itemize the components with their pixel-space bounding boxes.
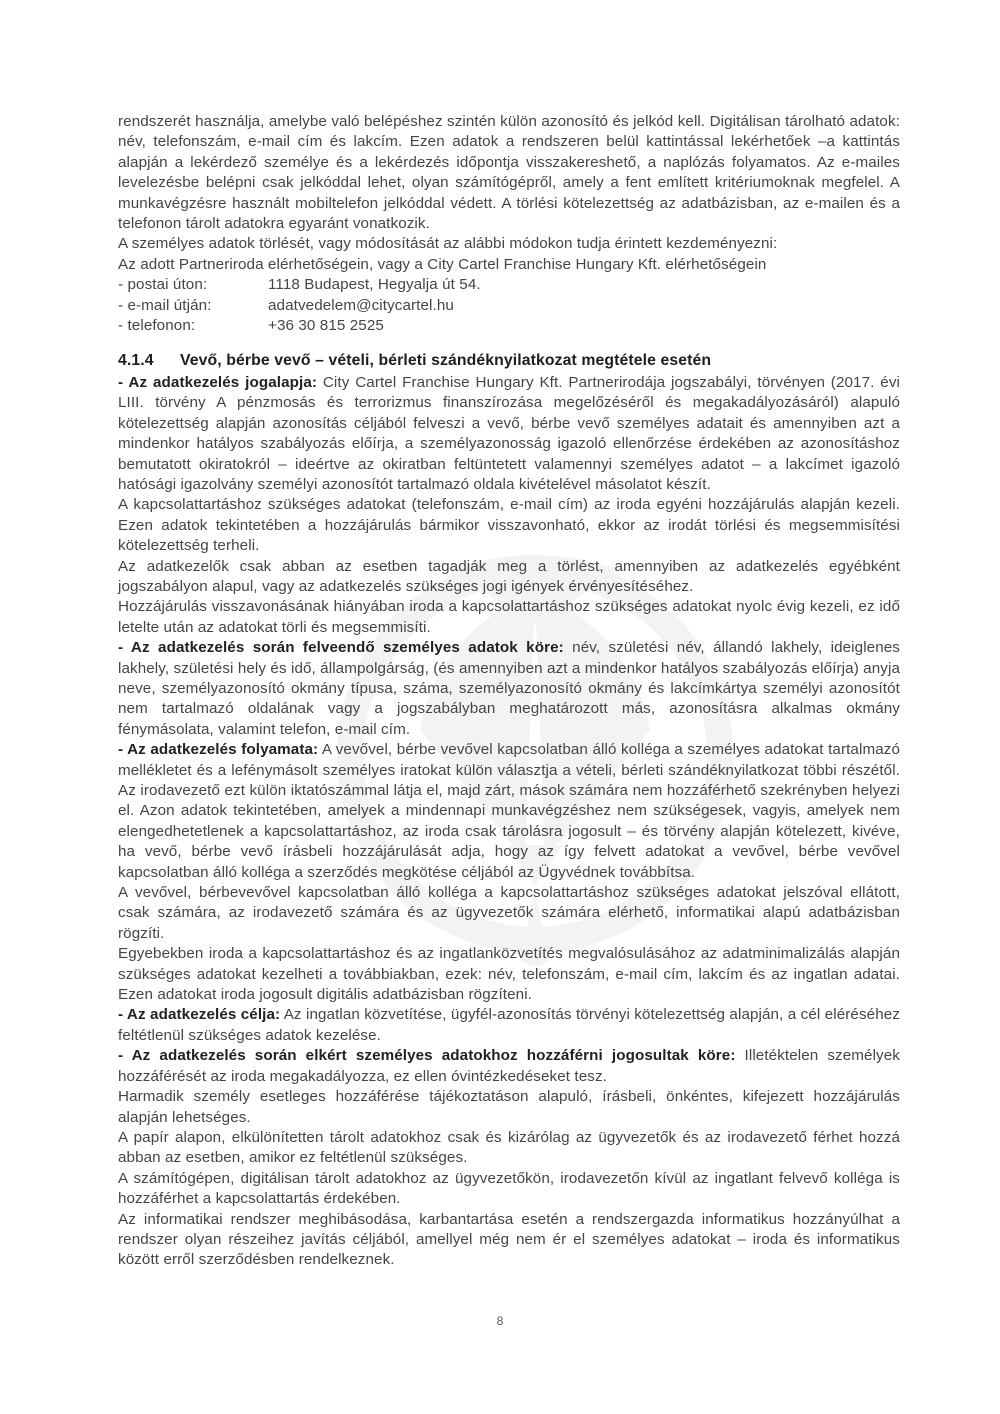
paragraph-legal-basis-label: - Az adatkezelés jogalapja: [118,373,318,391]
contact-value-postal-address: 1118 Budapest, Hegyalja út 54. [268,276,481,294]
contact-row-email [118,296,900,316]
section-title: Vevő, bérbe vevő – vételi, bérleti szándéknyilatkozat megtétele esetén [180,352,712,370]
paragraph-access-rights [118,1046,900,1087]
paragraph-it-maintenance: Az informatikai rendszer meghibásodása, karbantartása esetén a rendszergazda informatikus hozzányúlhat a rendszer olyan részeihez javítás céljából, amellyel még nem ér el személyes adatokat – iroda és informatikus között erről szerződésben rendelkeznek. [118,1210,900,1269]
paragraph-database-storage: A vevővel, bérbevevővel kapcsolatban álló kolléga a kapcsolattartáshoz szükséges adatokat jelszóval ellátott, csak számára, az irodavezető számára és az ügyvezetők számára elérhető, informatikai alapú adatbázisban rögzíti. [118,884,900,942]
paragraph-retention-period: Hozzájárulás visszavonásának hiányában iroda a kapcsolattartáshoz szükséges adatokat nyolc évig kezeli, ez idő letelte után az adatokat törli és megsemmisíti. [118,598,900,636]
paragraph-paper-storage-access: A papír alapon, elkülönítetten tárolt adatokhoz csak és kizárólag az ügyvezetők és az irodavezető férhet hozzá abban az esetben, amikor ez feltétlenül szükséges. [118,1128,900,1167]
contact-row-phone [118,316,900,336]
paragraph-personal-data-scope-label: - Az adatkezelés során felveendő személyes adatok köre: [118,639,564,657]
document-body [118,112,900,1271]
page-number: 8 [496,1314,504,1328]
section-number: 4.1.4 [118,352,154,370]
paragraph-process-label: - Az adatkezelés folyamata: [118,741,319,759]
paragraph-purpose-label: - Az adatkezelés célja: [118,1006,281,1024]
paragraph-third-party-access: Harmadik személy esetleges hozzáférése tájékoztatáson alapuló, írásbeli, önkéntes, kifejezett hozzájárulás alapján lehetséges. [118,1088,900,1126]
paragraph-personal-data-scope-text: név, születési név, állandó lakhely, ideiglenes lakhely, születési hely és idő, állampolgárság, (és amennyiben azt a mindenkor hatályos szabályozás előírja) anyja neve, személyazonosító okmány típusa, száma, személyazonosító okmány és lakcímkártya személyi azonosítót nem tartalmazó oldalának vagy a jogszabályban meghatározott más, azonosításra alkalmas okmány fénymásolata, valamint telefon, e-mail cím. [118,639,900,738]
paragraph-purpose-text: Az ingatlan közvetítése, ügyfél-azonosítás törvényi kötelezettség alapján, a cél eléréséhez feltétlenül szükséges adatok kezelése. [118,1006,901,1044]
paragraph-process [118,740,900,883]
paragraph-access-rights-label: - Az adatkezelés során elkért személyes adatokhoz hozzáférni jogosultak köre: [118,1047,736,1065]
contact-row-postal [118,275,900,295]
contact-label-email: - e-mail útján: [118,296,212,314]
paragraph-contact-channels: Az adott Partneriroda elérhetőségein, vagy a City Cartel Franchise Hungary Kft. elérhetőségein [118,255,767,273]
paragraph-personal-data-scope [118,638,900,740]
paragraph-legal-basis-text: City Cartel Franchise Hungary Kft. Partnerirodája jogszabályi, törvényen (2017. évi LIII. törvény A pénzmosás és terrorizmus finanszírozása megelőzéséről és megakadályozásáról) alapuló kötelezettség alapján azonosítás céljából felveszi a vevő, bérbe vevő személyes adatait és amennyiben azt a mindenkor hatályos szabályozás előírja, a személyazonosság igazoló ellenőrzése érdekében az azonosításhoz bemutatott okiratokról – ideértve az okiratban feltüntetett valamennyi személyes adatot – a lakcímet igazoló hatósági igazolvány személyi azonosítót tartalmazó oldala kivételével másolatot készít. [118,373,900,493]
paragraph-deletion-intro: A személyes adatok törlését, vagy módosítását az alábbi módokon tudja érintett kezdeményezni: [118,235,778,253]
paragraph-process-text: A vevővel, bérbe vevővel kapcsolatban álló kolléga a személyes adatokat tartalmazó mellékletet és a lefénymásolt személyes iratokat külön választja a vételi, bérleti szándéknyilatkozat többi részétől. Az irodavezető ezt külön iktatószámmal látja el, majd zárt, mások számára nem hozzáférhető szekrényben helyezi el. Azon adatok tekintetében, amelyek a mindennapi munkavégzéshez nem szükségesek, vagyis, amelyek nem elengedhetetlenek a kapcsolattartáshoz, az iroda csak tárolásra jogosult – és törvény alapján kötelezett, kivéve, ha vevő, bérbe vevő írásbeli hozzájárulását adja, hogy az így felvett adatokat a vevővel, bérbe vevővel kapcsolatban álló kolléga a szerződés megkötése céljából az Ügyvédnek továbbítsa. [118,741,900,881]
paragraph-data-minimization: Egyebekben iroda a kapcsolattartáshoz és az ingatlanközvetítés megvalósulásához az adatminimalizálás alapján szükséges adatokat kezelheti a továbbiakban, ezek: név, telefonszám, e-mail cím, lakcím és az ingatlan adatai. Ezen adatokat iroda jogosult digitális adatbázisban rögzíteni. [118,945,900,1004]
paragraph-access-rights-text: Illetéktelen személyek hozzáférését az iroda megakadályozza, ez ellen óvintézkedéseket tesz. [118,1047,900,1085]
paragraph-digital-storage-access: A számítógépen, digitálisan tárolt adatokhoz az ügyvezetőkön, irodavezetőn kívül az ingatlant felvevő kolléga is hozzáférhet a kapcsolattartás érdekében. [118,1169,900,1208]
paragraph-security-systems: rendszerét használja, amelybe való belépéshez szintén külön azonosító és jelkód kell. Digitálisan tárolható adatok: név, telefonszám, e-mail cím és lakcím. Ezen adatok a rendszeren belül kattintással lekérhetőek –a kattintás alapján a lekérdező személye és a lekérdezés időpontja visszakereshető, a naplózás folyamatos. Az e-mailes levelezésbe belépni csak jelkóddal lehet, olyan számítógépről, amely a fent említett kritériumoknak megfelel. A munkavégzésre használt mobiltelefon jelkóddal védett. A törlési kötelezettség az adatbázisban, az e-mailen és a telefonon tárolt adatokra egyaránt vonatkozik. [118,113,900,233]
paragraph-legal-basis [118,373,900,495]
paragraph-deletion-refusal: Az adatkezelők csak abban az esetben tagadják meg a törlést, amennyiben az adatkezelés egyébként jogszabályon alapul, vagy az adatkezelés szükséges jogi igények érvényesítéséhez. [118,557,900,595]
contact-value-email-address: adatvedelem@citycartel.hu [268,296,454,314]
contact-label-phone: - telefonon: [118,317,196,335]
paragraph-purpose [118,1005,900,1046]
paragraph-contact-data-handling: A kapcsolattartáshoz szükséges adatokat (telefonszám, e-mail cím) az iroda egyéni hozzájárulás alapján kezeli. Ezen adatok tekintetében a hozzájárulás bármikor visszavonható, ekkor az irodát törlési és megsemmisítési kötelezettség terheli. [118,496,900,555]
contact-value-phone-number: +36 30 815 2525 [268,317,384,335]
contact-label-postal: - postai úton: [118,276,208,294]
section-heading-4-1-4 [118,351,900,371]
